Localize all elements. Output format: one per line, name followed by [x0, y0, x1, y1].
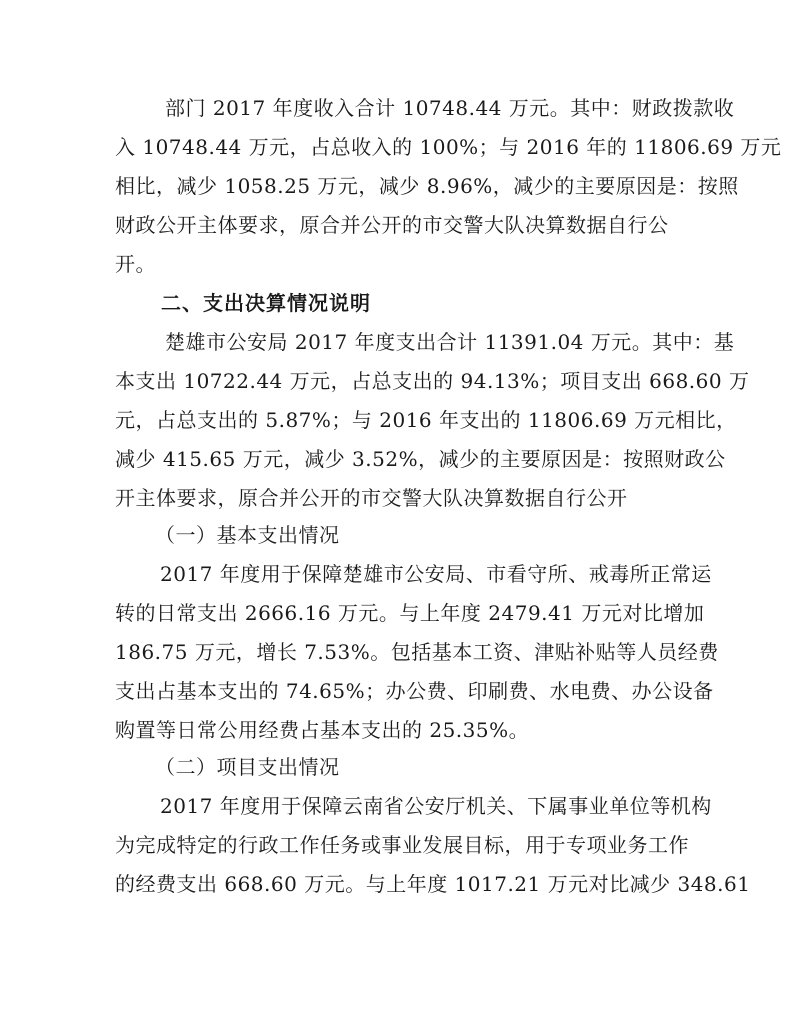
paragraph-line: 186.75 万元，增长 7.53%。包括基本工资、津贴补贴等人员经费 — [115, 640, 719, 664]
paragraph-line: 本支出 10722.44 万元，占总支出的 94.13%；项目支出 668.60 万 — [115, 369, 750, 393]
paragraph-line: 开。 — [115, 252, 156, 276]
paragraph-line: 财政公开主体要求，原合并公开的市交警大队决算数据自行公 — [115, 213, 669, 237]
paragraph-line: 为完成特定的行政工作任务或事业发展目标，用于专项业务工作 — [115, 833, 689, 857]
paragraph-line: 购置等日常公用经费占基本支出的 25.35%。 — [115, 718, 530, 742]
section-heading-expenditure: 二、支出决算情况说明 — [161, 291, 371, 315]
paragraph-line: 2017 年度用于保障楚雄市公安局、市看守所、戒毒所正常运 — [160, 562, 712, 586]
paragraph-line: 元，占总支出的 5.87%；与 2016 年支出的 11806.69 万元相比， — [115, 408, 737, 432]
paragraph-line: 转的日常支出 2666.16 万元。与上年度 2479.41 万元对比增加 — [115, 601, 705, 625]
paragraph-line: 部门 2017 年度收入合计 10748.44 万元。其中：财政拨款收 — [165, 96, 735, 120]
paragraph-line: 支出占基本支出的 74.65%；办公费、印刷费、水电费、办公设备 — [115, 679, 714, 703]
paragraph-line: 开主体要求，原合并公开的市交警大队决算数据自行公开 — [115, 486, 628, 510]
subheading-basic-expenditure: （一）基本支出情况 — [155, 523, 340, 547]
paragraph-line: 入 10748.44 万元，占总收入的 100%；与 2016 年的 11806.69 万元 — [115, 135, 782, 159]
paragraph-line: 相比，减少 1058.25 万元，减少 8.96%，减少的主要原因是：按照 — [115, 174, 739, 198]
paragraph-line: 2017 年度用于保障云南省公安厅机关、下属事业单位等机构 — [160, 794, 712, 818]
paragraph-line: 楚雄市公安局 2017 年度支出合计 11391.04 万元。其中：基 — [165, 330, 735, 354]
paragraph-line: 的经费支出 668.60 万元。与上年度 1017.21 万元对比减少 348.61 — [115, 872, 751, 896]
subheading-project-expenditure: （二）项目支出情况 — [155, 755, 340, 779]
paragraph-line: 减少 415.65 万元，减少 3.52%，减少的主要原因是：按照财政公 — [115, 447, 726, 471]
